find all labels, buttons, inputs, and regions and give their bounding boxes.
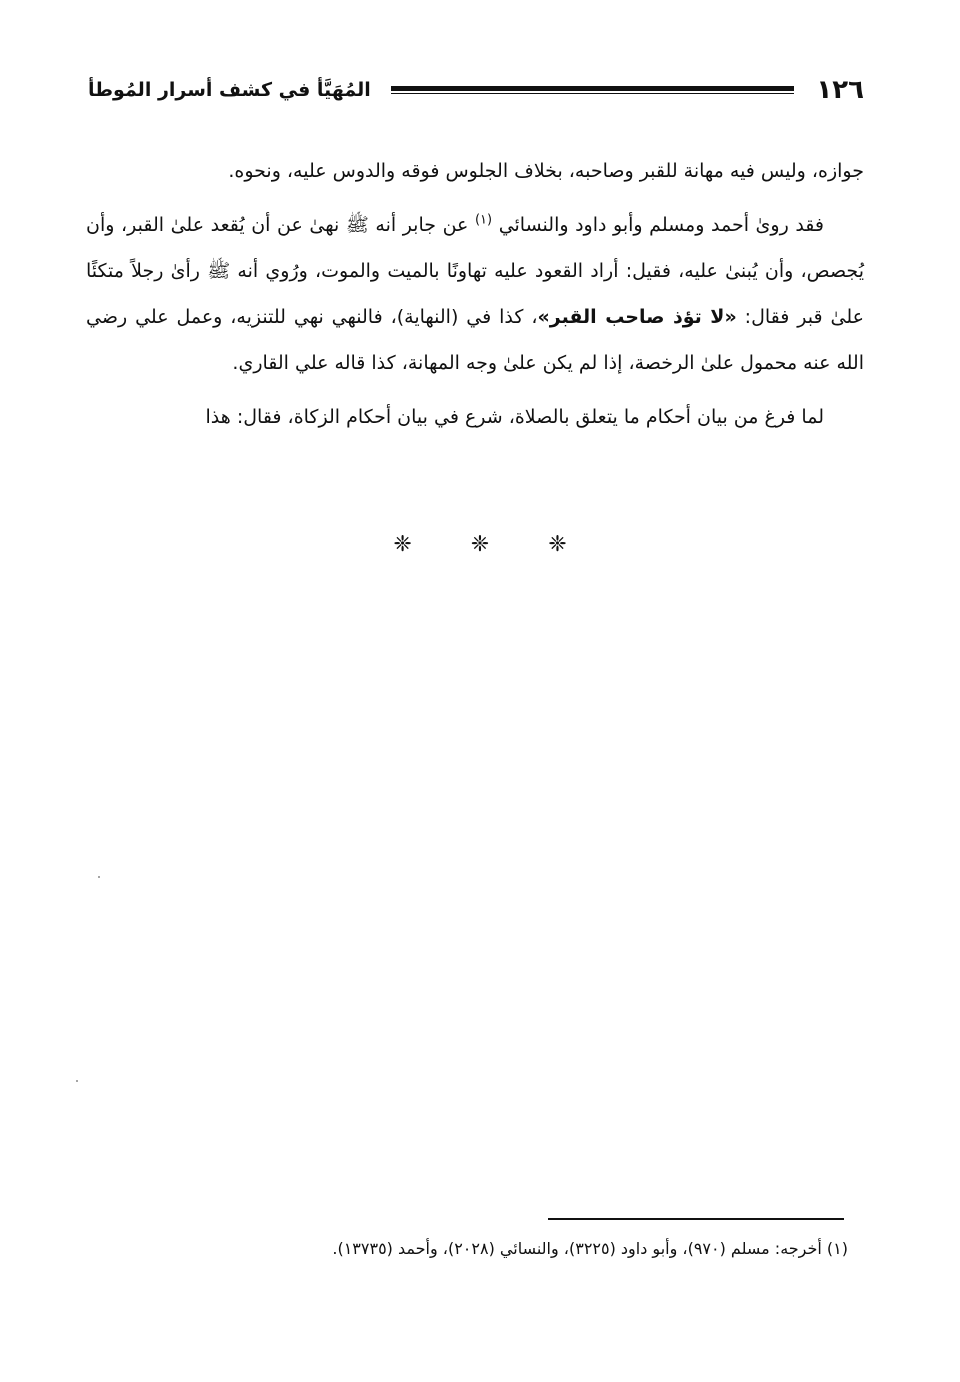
main-text (86, 148, 864, 448)
footnote-1: (١) أخرجه: مسلم (٩٧٠)، وأبو داود (٣٢٢٥)، والنسائي (٢٠٢٨)، وأحمد (١٣٧٣٥). (332, 1239, 848, 1258)
scan-speck (76, 1080, 78, 1082)
separator-star-icon: ❈ (393, 532, 412, 557)
header-rule (391, 86, 795, 94)
separator-star-icon: ❈ (470, 532, 490, 557)
footnote-divider (548, 1218, 844, 1220)
paragraph-1: جوازه، وليس فيه مهانة للقبر وصاحبه، بخلاف الجلوس فوقه والدوس عليه، ونحوه. (228, 160, 864, 182)
running-header (88, 72, 864, 108)
footnote-reference[interactable]: (١) (474, 212, 493, 228)
separator-star-icon: ❈ (548, 532, 567, 557)
paragraph-3: لما فرغ من بيان أحكام ما يتعلق بالصلاة، شرع في بيان أحكام الزكاة، فقال: هذا (205, 406, 824, 428)
paragraph-2-part-a: فقد روىٰ أحمد ومسلم وأبو داود والنسائي (498, 214, 824, 236)
hadith-quote: «لا تؤذ صاحب القبر» (537, 306, 737, 328)
paragraph-2-part-c: ، كذا في (النهاية)، فالنهي نهي للتنزيه، وعمل علي رضي الله عنه محمول علىٰ الرخصة، إذا لم يكن علىٰ وجه المهانة، كذا قاله علي القاري. (86, 306, 864, 374)
scan-speck (98, 876, 100, 878)
book-title: المُهَيَّأ في كشف أسرار المُوطأ (88, 79, 371, 101)
page-number: ١٢٦ (816, 75, 864, 105)
section-separator (0, 532, 960, 557)
paragraph-2 (86, 202, 864, 386)
paragraph-2-part-b: عن جابر أنه ﷺ نهىٰ عن أن يُقعد علىٰ القبر، وأن يُجصص، وأن يُبنىٰ عليه، فقيل: أراد القعود عليه تهاونًا بالميت والموت، ورُوي أنه ﷺ رأىٰ رجلاً متكئًا علىٰ قبر فقال: (86, 214, 864, 328)
